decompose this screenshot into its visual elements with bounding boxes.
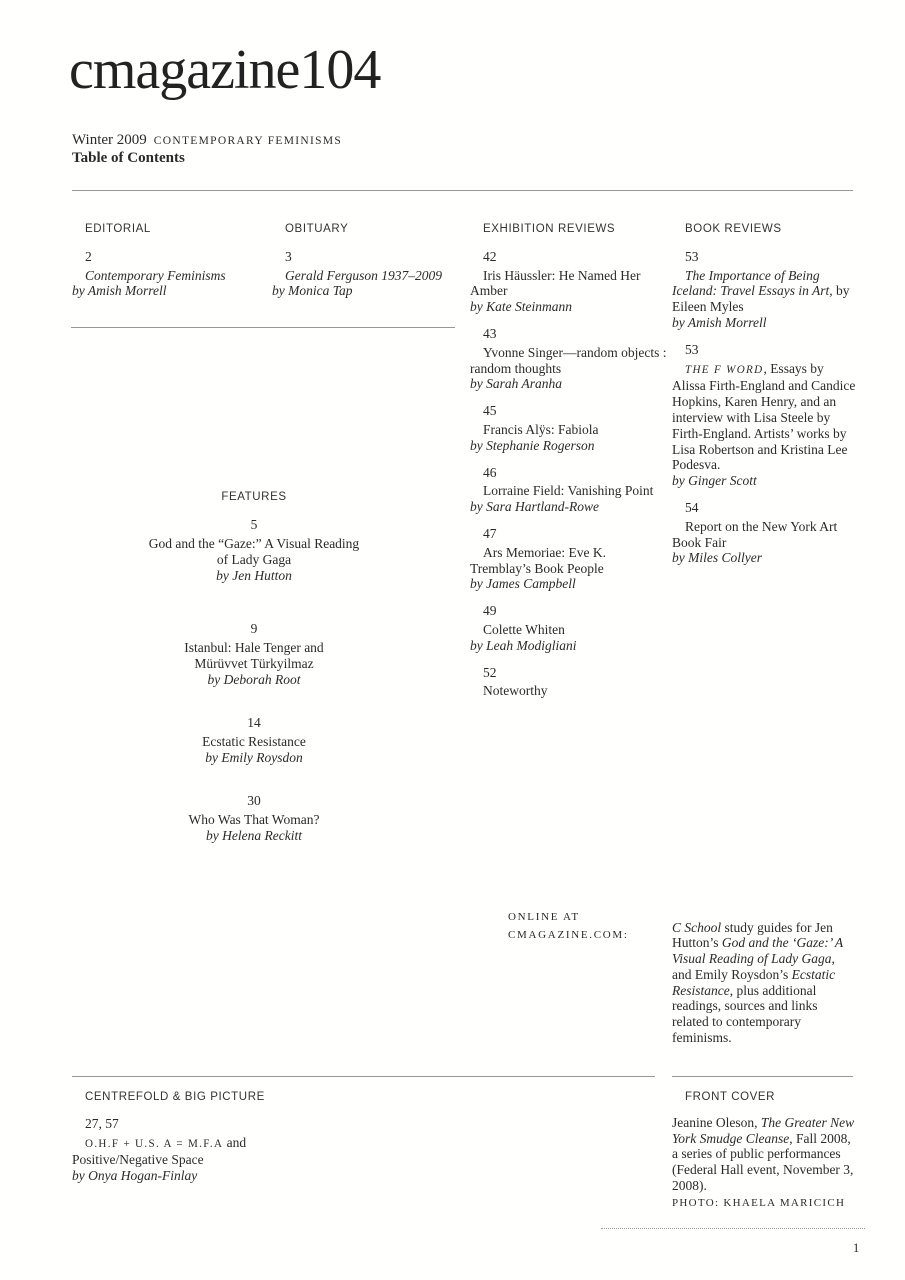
issue-theme: CONTEMPORARY FEMINISMS [153, 135, 343, 147]
online-text-part: , plus additional readings, sources and links related to contemporary feminisms. [672, 982, 818, 1046]
entry-title: Colette Whiten [483, 621, 565, 637]
entry-author: by Emily Roysdon [205, 750, 303, 765]
entry-page-number: 49 [483, 603, 497, 619]
section-heading-editorial: EDITORIAL [85, 223, 151, 235]
section-heading-features: FEATURES [221, 491, 287, 503]
toc-entry [470, 326, 668, 392]
entry-title-roman-part: and [223, 1134, 247, 1150]
toc-entry [72, 715, 436, 766]
toc-entry [470, 665, 668, 700]
entry-title-line2: Mürüvvet Türkyilmaz [194, 656, 314, 671]
entry-author: by Onya Hogan-Finlay [72, 1168, 198, 1184]
section-exhibition-reviews [470, 222, 668, 710]
section-front-cover [672, 1090, 859, 1212]
magazine-logo: cmagazine104 [69, 39, 381, 101]
entry-author: by Jen Hutton [216, 568, 292, 583]
cover-text-part: Jeanine Oleson, [672, 1114, 761, 1130]
online-label-line2: CMAGAZINE.COM: [508, 929, 629, 941]
toc-entry [672, 342, 856, 489]
toc-entry [470, 526, 668, 592]
entry-title-line1: God and the “Gaze:” A Visual Reading [148, 536, 360, 551]
entry-author: by James Campbell [470, 576, 576, 592]
section-editorial [72, 222, 262, 310]
toc-entry [470, 403, 668, 453]
entry-page-number: 52 [483, 664, 497, 680]
entry-page-number: 2 [85, 248, 92, 264]
issue-line [72, 131, 342, 150]
online-label [508, 908, 629, 944]
entry-page-number: 53 [685, 341, 699, 357]
section-heading-exhibition-reviews: EXHIBITION REVIEWS [483, 223, 616, 235]
entry-title-line2: of Lady Gaga [216, 552, 292, 567]
toc-entry [72, 793, 436, 844]
toc-label: Table of Contents [72, 150, 185, 166]
entry-title: Gerald Ferguson 1937–2009 [285, 267, 442, 283]
entry-author: by Sarah Aranha [470, 376, 563, 392]
divider-centrefold-top [72, 1076, 655, 1077]
entry-page-number: 43 [483, 325, 497, 341]
entry-title-roman-part: by Eileen Myles [672, 283, 850, 315]
entry-author: by Amish Morrell [672, 314, 767, 330]
entry-page-number: 27, 57 [85, 1115, 119, 1131]
entry-page-number: 3 [285, 248, 292, 264]
entry-author: by Helena Reckitt [206, 828, 302, 843]
toc-entry [672, 500, 856, 566]
entry-title: Yvonne Singer—random objects : random thoughts [470, 344, 667, 376]
entry-title: Francis Alÿs: Fabiola [483, 421, 599, 437]
entry-page-number: 5 [250, 517, 258, 532]
entry-title [72, 536, 436, 568]
entry-title: Ecstatic Resistance [202, 734, 306, 749]
toc-entry [72, 249, 262, 299]
entry-title-smallcaps-part: THE F WORD [685, 363, 764, 376]
section-heading-centrefold: CENTREFOLD & BIG PICTURE [85, 1091, 265, 1103]
entry-title: Noteworthy [483, 683, 548, 699]
entry-author: by Sara Hartland-Rowe [470, 499, 599, 515]
online-text-part: Ecstatic Resistance [672, 966, 836, 998]
entry-title [72, 1135, 287, 1169]
online-description [672, 920, 857, 1046]
section-heading-obituary: OBITUARY [285, 223, 349, 235]
entry-page-number: 53 [685, 248, 699, 264]
online-label-line1: ONLINE AT [508, 911, 580, 923]
online-text-part: study guides for Jen Hutton’s [672, 919, 833, 951]
entry-page-number: 9 [250, 621, 258, 636]
entry-page-number: 54 [685, 499, 699, 515]
divider-editorial-bottom [71, 327, 455, 328]
entry-title: Iris Häussler: He Named Her Amber [470, 267, 641, 299]
entry-title: Who Was That Woman? [188, 812, 320, 827]
entry-author: by Amish Morrell [72, 283, 167, 299]
section-centrefold [72, 1090, 287, 1184]
divider-top [72, 190, 853, 191]
toc-entry [72, 621, 436, 688]
entry-title: Contemporary Feminisms [85, 267, 226, 283]
entry-page-number: 42 [483, 248, 497, 264]
toc-entry [470, 603, 668, 653]
toc-entry [272, 249, 462, 299]
entry-title-smallcaps-part: O.H.F + U.S. A = M.F.A [85, 1137, 224, 1150]
divider-dotted-footer [601, 1228, 865, 1229]
entry-title [672, 361, 856, 474]
cover-text-part: The Greater New York Smudge Cleanse [672, 1114, 855, 1146]
cover-text-part: , Fall 2008, a series of public performances (Federal Hall event, November 3, 2008). [672, 1130, 854, 1193]
divider-front-cover-top [672, 1076, 853, 1077]
folio-page-number: 1 [853, 1241, 860, 1255]
entry-author: by Leah Modigliani [470, 637, 577, 653]
online-text-part: , and Emily Roysdon’s [672, 951, 835, 982]
entry-author: by Ginger Scott [672, 473, 757, 489]
entry-page-number: 45 [483, 403, 497, 419]
issue-date: Winter 2009 [72, 132, 147, 148]
online-text-part: C School [672, 919, 722, 935]
entry-title [672, 268, 856, 315]
entry-page-number: 30 [247, 793, 261, 808]
entry-title-line2: Positive/Negative Space [72, 1152, 204, 1168]
online-text-part: God and the ‘Gaze:’ A Visual Reading of Lady Gaga [672, 935, 843, 967]
entry-title: Report on the New York Art Book Fair [672, 518, 838, 550]
section-book-reviews [672, 222, 856, 577]
entry-page-number: 47 [483, 525, 497, 541]
entry-author: by Miles Collyer [672, 550, 762, 566]
toc-entry [470, 249, 668, 315]
toc-entry [470, 465, 668, 515]
section-obituary [272, 222, 462, 310]
toc-entry [672, 249, 856, 331]
section-heading-book-reviews: BOOK REVIEWS [685, 223, 782, 235]
entry-title-italic-part: The Importance of Being Iceland: Travel Essays in Art, [672, 267, 833, 299]
entry-author: by Stephanie Rogerson [470, 437, 595, 453]
entry-page-number: 46 [483, 464, 497, 480]
toc-entry [72, 517, 436, 584]
section-heading-front-cover: FRONT COVER [685, 1091, 776, 1103]
entry-author: by Deborah Root [207, 672, 301, 687]
entry-author: by Kate Steinmann [470, 299, 572, 315]
entry-page-number: 14 [247, 715, 261, 730]
section-features [72, 489, 436, 871]
entry-title [72, 640, 436, 672]
entry-author: by Monica Tap [272, 283, 353, 299]
entry-title: Ars Memoriae: Eve K. Tremblay’s Book People [470, 544, 606, 576]
entry-title: Lorraine Field: Vanishing Point [483, 483, 654, 499]
entry-title-roman-part: , Essays by Alissa Firth-England and Candice Hopkins, Karen Henry, and an interview with Lisa Steele by Firth-England. Artists’ works by Lisa Robertson and Kristina Lee Podesva. [672, 360, 856, 473]
front-cover-description [672, 1115, 859, 1194]
entry-title-line1: Istanbul: Hale Tenger and [184, 640, 324, 655]
photo-credit: PHOTO: KHAELA MARICICH [672, 1196, 846, 1209]
